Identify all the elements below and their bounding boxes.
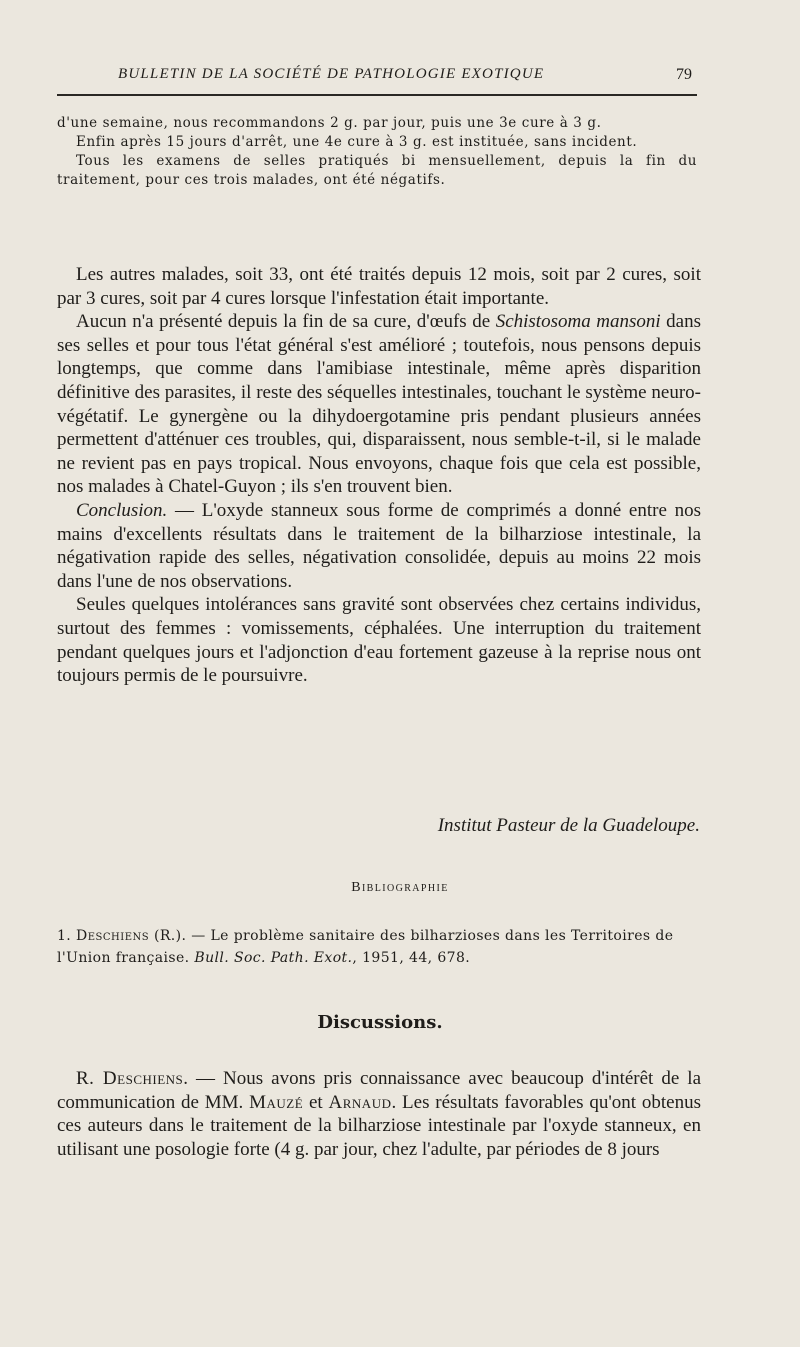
small-paragraph-3: Tous les examens de selles pratiqués bi mensuellement, depuis la fin du traitement, pour ces trois malades, ont été négatifs. (57, 153, 697, 188)
reference-journal: Bull. Soc. Path. Exot. (194, 950, 353, 966)
signature: Institut Pasteur de la Guadeloupe. (437, 815, 700, 836)
reference-item (57, 925, 702, 969)
reference-citation: , 1951, 44, 678. (352, 950, 471, 966)
species-name: Schistosoma mansoni (495, 311, 661, 333)
conclusion-label: Conclusion. (76, 499, 168, 521)
header-rule (57, 94, 697, 96)
discussion-text-start: . — Nous avons pris connaissance avec beaucoup d'intérêt de la communication de MM. (57, 1068, 702, 1113)
conclusion-paragraph (57, 499, 701, 593)
discussion-paragraph (57, 1067, 701, 1161)
discussion-speaker: R. Deschiens (76, 1068, 184, 1089)
small-paragraph-2: Enfin après 15 jours d'arrêt, une 4e cure à 3 g. est instituée, sans incident. (76, 134, 638, 150)
discussion-author-1: Mauzé (249, 1091, 304, 1113)
small-text-block (57, 114, 697, 190)
body-paragraph-2-end: dans ses selles et pour tous l'état général s'est amélioré ; toutefois, nous pensons depuis longtemps, que comme dans l'amibiase intestinale, même après disparition définitive des parasites, il reste des séquelles intestinales, touchant le système neuro-végétatif. Le gynergène ou la dihydoergotamine pris pendant plusieurs années permettent d'atténuer ces troubles, qui, disparaissent, nous semble-t-il, si le malade ne revient pas en pays tropical. Nous envoyons, chaque fois que cela est possible, nos malades à Chatel-Guyon ; ils s'en trouvent bien. (57, 311, 701, 498)
body-text-block (57, 263, 701, 688)
discussion-text-end: . Les résultats favorables qu'ont obtenus ces auteurs dans le traitement de la bilharziose intestinale par l'oxyde stanneux, en utilisant une posologie forte (4 g. par jour, chez l'adulte, par périodes de 8 jours (57, 1091, 701, 1160)
page-number: 79 (676, 66, 692, 83)
running-title: BULLETIN DE LA SOCIÉTÉ DE PATHOLOGIE EXOTIQUE (118, 66, 545, 82)
discussion-author-2: Arnaud (328, 1091, 392, 1113)
bibliography-title: Bibliographie (351, 880, 449, 895)
discussion-text-mid: et (303, 1091, 329, 1113)
reference-number: 1. (57, 928, 72, 944)
discussions-title: Discussions. (317, 1012, 443, 1033)
small-paragraph-1: d'une semaine, nous recommandons 2 g. par jour, puis une 3e cure à 3 g. (57, 115, 602, 131)
reference-author: Deschiens (76, 928, 150, 944)
conclusion-text: — L'oxyde stanneux sous forme de comprimés a donné entre nos mains d'excellents résultats dans le traitement de la bilharziose intestinale, la négativation rapide des selles, négativation consolidée, depuis au moins 22 mois dans l'une de nos observations. (57, 499, 701, 592)
reference-title: (R.). — Le problème sanitaire des bilharzioses dans les Territoires de l'Union française. (57, 928, 674, 966)
body-paragraph-2-start: Aucun n'a présenté depuis la fin de sa cure, d'œufs de (76, 311, 496, 333)
body-paragraph-1: Les autres malades, soit 33, ont été traités depuis 12 mois, soit par 2 cures, soit par 3 cures, soit par 4 cures lorsque l'infestation était importante. (57, 264, 701, 309)
body-paragraph-2 (57, 310, 701, 499)
body-paragraph-4: Seules quelques intolérances sans gravité sont observées chez certains individus, surtout des femmes : vomissements, céphalées. Une interruption du traitement pendant quelques jours et l'adjonction d'eau fortement gazeuse à la reprise nous ont toujours permis de le poursuivre. (57, 594, 701, 687)
discussion-block (57, 1067, 701, 1161)
